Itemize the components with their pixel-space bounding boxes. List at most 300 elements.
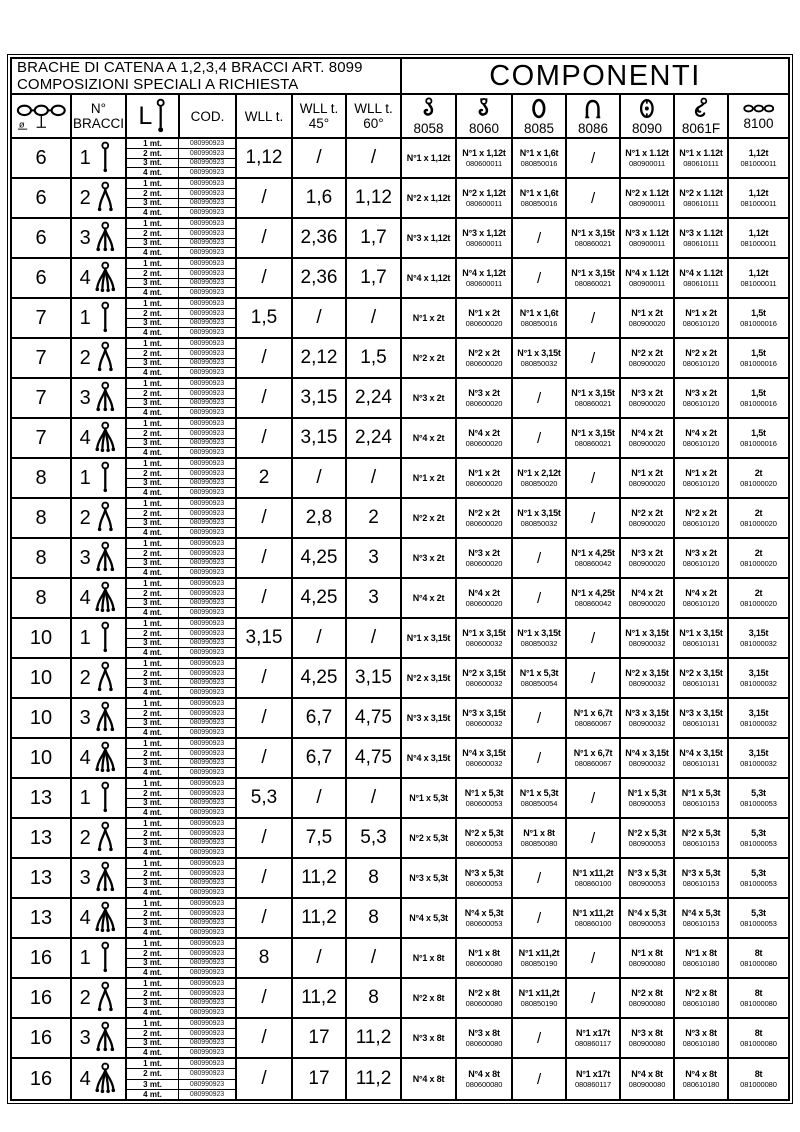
column-header-row <box>12 95 788 139</box>
length-value: 3 mt. <box>127 559 179 568</box>
component-cell-8100: 2t 081000020 <box>740 588 777 608</box>
component-cell-8090: N°2 x 2t 080900020 <box>621 339 675 377</box>
cod-header <box>180 95 237 137</box>
length-row <box>127 619 235 629</box>
wll45-cell: 11,2 <box>293 979 347 1017</box>
length-row <box>127 979 235 989</box>
component-code-label: 8090 <box>631 120 663 136</box>
length-row <box>127 139 235 149</box>
sling-2-leg-icon <box>93 821 118 855</box>
sling-3-leg-icon <box>93 701 118 735</box>
chain-diameter-cell: 13 <box>12 779 72 817</box>
length-row <box>127 928 235 937</box>
table-row <box>12 299 788 339</box>
cod-value: 080990923 <box>189 509 225 517</box>
length-value: 4 mt. <box>127 808 179 817</box>
length-value: 4 mt. <box>127 568 179 577</box>
length-value: 3 mt. <box>127 1039 179 1048</box>
component-cell-8061F: N°3 x 5,3t 080610153 <box>675 859 729 897</box>
component-cell-8086: / <box>567 179 621 217</box>
length-row <box>127 739 235 749</box>
table-row <box>12 899 788 939</box>
wll-cell: / <box>237 379 293 417</box>
length-value: 3 mt. <box>127 839 179 848</box>
component-cell-8086: / <box>567 779 621 817</box>
length-value: 4 mt. <box>127 168 179 177</box>
cod-value: 080990923 <box>189 1070 225 1078</box>
length-value: 3 mt. <box>127 319 179 328</box>
length-value: 2 mt. <box>127 789 179 798</box>
length-value: 1 mt. <box>127 499 179 508</box>
component-cell-8100: 2t 081000020 <box>740 548 777 568</box>
cod-value: 080990923 <box>189 979 225 987</box>
cod-value: 080990923 <box>189 859 225 867</box>
length-row <box>127 829 235 839</box>
sling-3-leg-icon <box>93 541 118 575</box>
length-value: 2 mt. <box>127 669 179 678</box>
component-cell-8100: 1,12t 081000011 <box>740 268 777 288</box>
component-cell-8058: N°4 x 8t <box>402 1059 457 1099</box>
component-cell-8058: N°3 x 3,15t <box>402 699 457 737</box>
length-value: 1 mt. <box>127 1019 179 1028</box>
cod-value: 080990923 <box>189 549 225 557</box>
length-row <box>127 888 235 897</box>
table-row <box>12 539 788 579</box>
cod-value: 080990923 <box>189 169 225 177</box>
length-row <box>127 909 235 919</box>
wll45-cell: 4,25 <box>293 579 347 617</box>
cod-value: 080990923 <box>189 779 225 787</box>
length-value: 3 mt. <box>127 1080 179 1089</box>
cod-value: 080990923 <box>189 319 225 327</box>
wll60-cell: / <box>347 939 402 977</box>
component-cell-8086: N°1 x 4,25t 080860042 <box>567 579 621 617</box>
table-row <box>12 1019 788 1059</box>
chain-diameter-header <box>12 95 72 137</box>
length-value: 2 mt. <box>127 709 179 718</box>
component-cell-8090: N°3 x 1.12t 080900011 <box>621 219 675 257</box>
oval-link-icon <box>530 97 548 120</box>
chain-diameter-cell: 16 <box>12 1019 72 1057</box>
length-value: 3 mt. <box>127 199 179 208</box>
cod-value: 080990923 <box>189 629 225 637</box>
length-value: 3 mt. <box>127 639 179 648</box>
cod-value: 080990923 <box>189 439 225 447</box>
length-value: 1 mt. <box>127 659 179 668</box>
cod-value: 080990923 <box>189 919 225 927</box>
sling-4-leg-icon <box>93 1062 118 1096</box>
length-row <box>127 359 235 369</box>
component-cell-8058: N°3 x 2t <box>402 539 457 577</box>
wll45-header <box>293 95 347 137</box>
length-row <box>127 199 235 209</box>
cod-value: 080990923 <box>189 609 225 617</box>
component-cell-8058: N°4 x 5,3t <box>402 899 457 937</box>
table-row <box>12 579 788 619</box>
component-cell-8060: N°3 x 5,3t 080600053 <box>457 859 513 897</box>
wll-cell: 1,5 <box>237 299 293 337</box>
cod-value: 080990923 <box>189 1009 225 1017</box>
length-row <box>127 839 235 849</box>
wll-cell: / <box>237 819 293 857</box>
cod-value: 080990923 <box>189 649 225 657</box>
component-cell-8085: / <box>513 259 567 297</box>
length-row <box>127 579 235 589</box>
length-value: 2 mt. <box>127 949 179 958</box>
length-value: 2 mt. <box>127 629 179 638</box>
wll-cell: / <box>237 739 293 777</box>
cod-value: 080990923 <box>189 749 225 757</box>
wll-cell: / <box>237 259 293 297</box>
length-row <box>127 968 235 977</box>
wll-cell: / <box>237 979 293 1017</box>
length-row <box>127 549 235 559</box>
wll60-cell: 8 <box>347 899 402 937</box>
cod-value: 080990923 <box>189 399 225 407</box>
cod-value: 080990923 <box>189 139 225 147</box>
component-cell-8090: N°3 x 8t 080900080 <box>621 1019 675 1057</box>
length-row <box>127 1059 235 1069</box>
length-row <box>127 999 235 1009</box>
length-value: 2 mt. <box>127 509 179 518</box>
table-row <box>12 219 788 259</box>
component-cell-8061F: N°2 x 2t 080610120 <box>675 499 729 537</box>
length-row <box>127 599 235 609</box>
length-value: 2 mt. <box>127 469 179 478</box>
component-cell-8100: 5,3t 081000053 <box>740 788 777 808</box>
table-title-row <box>12 59 788 95</box>
chain-diameter-cell: 6 <box>12 179 72 217</box>
length-row <box>127 768 235 777</box>
table-row <box>12 179 788 219</box>
length-value: 2 mt. <box>127 869 179 878</box>
wll60-cell: 1,5 <box>347 339 402 377</box>
cod-value: 080990923 <box>189 839 225 847</box>
component-cell-8085: / <box>513 739 567 777</box>
cod-value: 080990923 <box>189 819 225 827</box>
length-value: 1 mt. <box>127 819 179 828</box>
length-row <box>127 699 235 709</box>
component-cell-8085: N°1 x 2,12t 080850020 <box>513 459 567 497</box>
component-cell-8090: N°3 x 2t 080900020 <box>621 379 675 417</box>
length-row <box>127 559 235 569</box>
wll-cell: 2 <box>237 459 293 497</box>
cod-label: COD. <box>190 108 225 124</box>
table-body <box>12 139 788 1099</box>
length-code-subtable <box>127 459 237 497</box>
component-cell-8061F: N°3 x 2t 080610120 <box>675 379 729 417</box>
wll60-cell: 1,7 <box>347 219 402 257</box>
length-value: 4 mt. <box>127 648 179 657</box>
component-cell-8058: N°1 x 2t <box>402 299 457 337</box>
component-cell-8100: 3,15t 081000032 <box>740 708 777 728</box>
wll60-cell: 2,24 <box>347 419 402 457</box>
component-cell-8086: N°1 x11,2t 080860100 <box>567 859 621 897</box>
component-cell-8058: N°2 x 8t <box>402 979 457 1017</box>
table-row <box>12 619 788 659</box>
wll-cell: 1,12 <box>237 139 293 177</box>
chain-diameter-cell: 16 <box>12 1059 72 1099</box>
component-cell-8060: N°4 x 8t 080600080 <box>457 1059 513 1099</box>
component-cell-8090: N°4 x 1.12t 080900011 <box>621 259 675 297</box>
table-row <box>12 819 788 859</box>
length-row <box>127 749 235 759</box>
cod-value: 080990923 <box>189 229 225 237</box>
wll-cell: / <box>237 1019 293 1057</box>
svg-text:ø: ø <box>18 119 25 130</box>
legs-cell: 4 <box>72 899 127 937</box>
wll60-cell: / <box>347 459 402 497</box>
component-cell-8090: N°1 x 5,3t 080900053 <box>621 779 675 817</box>
length-code-subtable <box>127 939 237 977</box>
length-value: 4 mt. <box>127 608 179 617</box>
component-cell-8060: N°3 x 8t 080600080 <box>457 1019 513 1057</box>
sling-1-leg-icon <box>93 141 118 175</box>
length-code-subtable <box>127 339 237 377</box>
cod-value: 080990923 <box>189 639 225 647</box>
length-value: 4 mt. <box>127 288 179 297</box>
legs-cell: 1 <box>72 139 127 177</box>
length-row <box>127 488 235 497</box>
component-column-header <box>621 95 675 137</box>
length-row <box>127 1048 235 1057</box>
legs-cell: 2 <box>72 339 127 377</box>
length-row <box>127 189 235 199</box>
component-code-label: 8085 <box>523 120 555 136</box>
cod-value: 080990923 <box>189 519 225 527</box>
chain-diameter-cell: 7 <box>12 339 72 377</box>
length-value: 1 mt. <box>127 139 179 148</box>
length-value: 1 mt. <box>127 899 179 908</box>
wll-cell: / <box>237 419 293 457</box>
grab-hook-icon <box>691 97 710 120</box>
component-cell-8085: / <box>513 419 567 457</box>
wll60-cell: 3 <box>347 579 402 617</box>
component-cell-8061F: N°1 x 8t 080610180 <box>675 939 729 977</box>
length-row <box>127 779 235 789</box>
length-value: 2 mt. <box>127 389 179 398</box>
length-value: 4 mt. <box>127 888 179 897</box>
component-cell-8085: N°1 x 5,3t 080850054 <box>513 659 567 697</box>
table-row <box>12 979 788 1019</box>
legs-cell: 3 <box>72 379 127 417</box>
length-row <box>127 248 235 257</box>
length-row <box>127 1029 235 1039</box>
component-cell-8058: N°4 x 3,15t <box>402 739 457 777</box>
wll45-cell: 2,12 <box>293 339 347 377</box>
length-row <box>127 319 235 329</box>
length-row <box>127 439 235 449</box>
chain-diameter-cell: 6 <box>12 139 72 177</box>
sling-2-leg-icon <box>93 341 118 375</box>
component-cell-8058: N°2 x 1,12t <box>402 179 457 217</box>
legs-cell: 2 <box>72 979 127 1017</box>
length-row <box>127 709 235 719</box>
wll60-cell: 1,12 <box>347 179 402 217</box>
component-cell-8100: 2t 081000020 <box>740 508 777 528</box>
component-cell-8100: 1,12t 081000011 <box>740 188 777 208</box>
wll60-cell: 1,7 <box>347 259 402 297</box>
cod-value: 080990923 <box>189 589 225 597</box>
table-row <box>12 939 788 979</box>
component-code-label: 8100 <box>743 115 774 131</box>
wll60-cell: 2,24 <box>347 379 402 417</box>
component-cell-8058: N°3 x 8t <box>402 1019 457 1057</box>
length-code-subtable <box>127 899 237 937</box>
length-row <box>127 528 235 537</box>
length-value: 2 mt. <box>127 429 179 438</box>
length-row <box>127 759 235 769</box>
component-cell-8060: N°1 x 2t 080600020 <box>457 459 513 497</box>
length-row <box>127 519 235 529</box>
component-cell-8060: N°2 x 5,3t 080600053 <box>457 819 513 857</box>
component-cell-8058: N°2 x 5,3t <box>402 819 457 857</box>
cod-value: 080990923 <box>189 939 225 947</box>
length-row <box>127 159 235 169</box>
cod-value: 080990923 <box>189 339 225 347</box>
length-row <box>127 269 235 279</box>
chain-diameter-cell: 13 <box>12 819 72 857</box>
cod-value: 080990923 <box>189 259 225 267</box>
chain-diameter-cell: 10 <box>12 699 72 737</box>
length-value: 1 mt. <box>127 699 179 708</box>
table-row <box>12 859 788 899</box>
component-cell-8061F: N°4 x 2t 080610120 <box>675 579 729 617</box>
component-cell-8086: / <box>567 499 621 537</box>
length-value: 2 mt. <box>127 189 179 198</box>
cod-value: 080990923 <box>189 499 225 507</box>
cod-value: 080990923 <box>189 149 225 157</box>
cod-value: 080990923 <box>189 449 225 457</box>
component-cell-8085: N°1 x 1,6t 080850016 <box>513 139 567 177</box>
legs-cell: 1 <box>72 299 127 337</box>
length-row <box>127 339 235 349</box>
length-value: 4 mt. <box>127 448 179 457</box>
cod-value: 080990923 <box>189 569 225 577</box>
length-value: 1 mt. <box>127 299 179 308</box>
length-value: 4 mt. <box>127 248 179 257</box>
length-code-subtable <box>127 819 237 857</box>
legs-cell: 3 <box>72 219 127 257</box>
bracci-header <box>72 95 127 137</box>
length-row <box>127 239 235 249</box>
wll60-cell: 5,3 <box>347 819 402 857</box>
length-value: 3 mt. <box>127 519 179 528</box>
length-value: 1 mt. <box>127 419 179 428</box>
wll-cell: / <box>237 859 293 897</box>
length-value: 1 mt. <box>127 1059 179 1068</box>
length-value: 2 mt. <box>127 909 179 918</box>
cod-value: 080990923 <box>189 959 225 967</box>
component-cell-8058: N°2 x 2t <box>402 339 457 377</box>
component-cell-8061F: N°4 x 1.12t 080610111 <box>675 259 729 297</box>
component-cell-8086: N°1 x 4,25t 080860042 <box>567 539 621 577</box>
cod-value: 080990923 <box>189 1080 225 1088</box>
cod-value: 080990923 <box>189 159 225 167</box>
length-header <box>127 95 180 137</box>
length-row <box>127 469 235 479</box>
table-row <box>12 1059 788 1099</box>
length-row <box>127 659 235 669</box>
component-cell-8100: 1,5t 081000016 <box>740 428 777 448</box>
cod-value: 080990923 <box>189 679 225 687</box>
length-value: 3 mt. <box>127 239 179 248</box>
length-value: 4 mt. <box>127 848 179 857</box>
component-cell-8085: / <box>513 899 567 937</box>
component-cell-8058: N°4 x 2t <box>402 579 457 617</box>
component-cell-8100: 1,5t 081000016 <box>740 348 777 368</box>
legs-cell: 4 <box>72 259 127 297</box>
legs-cell: 4 <box>72 579 127 617</box>
length-row <box>127 629 235 639</box>
sling-4-leg-icon <box>93 901 118 935</box>
component-cell-8086: N°1 x 6,7t 080860067 <box>567 739 621 777</box>
title-line-2: COMPOSIZIONI SPECIALI A RICHIESTA <box>17 75 299 93</box>
sling-3-leg-icon <box>93 221 118 255</box>
component-cell-8058: N°4 x 2t <box>402 419 457 457</box>
chain-diameter-cell: 6 <box>12 259 72 297</box>
length-row <box>127 379 235 389</box>
length-code-subtable <box>127 299 237 337</box>
component-cell-8061F: N°2 x 8t 080610180 <box>675 979 729 1017</box>
component-cell-8061F: N°2 x 2t 080610120 <box>675 339 729 377</box>
length-row <box>127 179 235 189</box>
cod-value: 080990923 <box>189 349 225 357</box>
length-value: 1 mt. <box>127 779 179 788</box>
length-value: 3 mt. <box>127 879 179 888</box>
wll45-cell: 3,15 <box>293 419 347 457</box>
length-row <box>127 919 235 929</box>
length-value: 2 mt. <box>127 589 179 598</box>
cod-value: 080990923 <box>189 359 225 367</box>
component-cell-8085: N°1 x11,2t 080850190 <box>513 979 567 1017</box>
sling-4-leg-icon <box>93 421 118 455</box>
cod-value: 080990923 <box>189 719 225 727</box>
component-cell-8061F: N°2 x 5,3t 080610153 <box>675 819 729 857</box>
length-row <box>127 589 235 599</box>
component-cell-8090: N°4 x 5,3t 080900053 <box>621 899 675 937</box>
length-value: 1 mt. <box>127 179 179 188</box>
length-value: 3 mt. <box>127 759 179 768</box>
cod-value: 080990923 <box>189 829 225 837</box>
wll45-cell: / <box>293 459 347 497</box>
chain-diameter-cell: 7 <box>12 419 72 457</box>
component-cell-8090: N°2 x 8t 080900080 <box>621 979 675 1017</box>
length-code-subtable <box>127 619 237 657</box>
wll45-cell: / <box>293 619 347 657</box>
cod-value: 080990923 <box>189 469 225 477</box>
length-code-subtable <box>127 179 237 217</box>
length-row <box>127 899 235 909</box>
cod-value: 080990923 <box>189 329 225 337</box>
cod-value: 080990923 <box>189 789 225 797</box>
component-cell-8060: N°1 x 3,15t 080600032 <box>457 619 513 657</box>
sling-3-leg-icon <box>93 381 118 415</box>
length-value: 1 mt. <box>127 379 179 388</box>
wll60-cell: 11,2 <box>347 1059 402 1099</box>
cod-value: 080990923 <box>189 269 225 277</box>
length-value: 3 mt. <box>127 919 179 928</box>
component-cell-8060: N°3 x 1,12t 080600011 <box>457 219 513 257</box>
component-cell-8085: / <box>513 699 567 737</box>
chain-diameter-cell: 8 <box>12 499 72 537</box>
chain-diameter-cell: 7 <box>12 299 72 337</box>
cod-value: 080990923 <box>189 949 225 957</box>
table-row <box>12 259 788 299</box>
length-value: 3 mt. <box>127 399 179 408</box>
length-row <box>127 608 235 617</box>
length-row <box>127 419 235 429</box>
